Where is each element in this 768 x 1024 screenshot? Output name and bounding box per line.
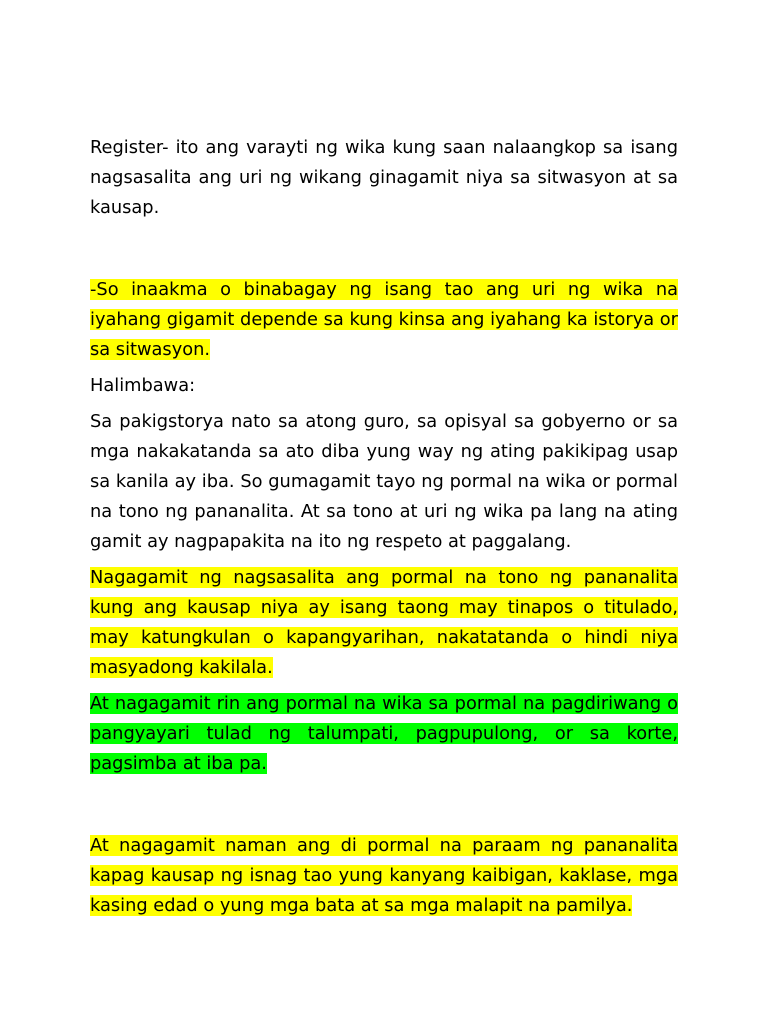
halimbawa-label: Halimbawa: [90, 375, 196, 396]
paragraph-example [90, 407, 678, 557]
paragraph-di-pormal [90, 831, 678, 921]
highlighted-text-yellow: Nagagamit ng nagsasalita ang pormal na tono ng pananalita kung ang kausap niya ay isang taong may tinapos o titulado, may katungkulan o kapangyarihan, nakatatanda o hindi niya masyadong kakilala. [90, 567, 678, 678]
highlighted-text-green: At nagagamit rin ang pormal na wika sa pormal na pagdiriwang o pangyayari tulad ng talumpati, pagpupulong, or sa korte, pagsimba at iba pa. [90, 693, 678, 774]
paragraph-so-inaakma [90, 275, 678, 365]
paragraph-pormal-wika [90, 689, 678, 779]
paragraph-pormal-tono [90, 563, 678, 683]
highlighted-text-yellow: -So inaakma o binabagay ng isang tao ang uri ng wika na iyahang gigamit depende sa kung kinsa ang iyahang ka istorya or sa sitwasyon. [90, 279, 678, 360]
example-text: Sa pakigstorya nato sa atong guro, sa opisyal sa gobyerno or sa mga nakakatanda sa ato diba yung way ng ating pakikipag usap sa kanila ay iba. So gumagamit tayo ng pormal na wika or pormal na tono ng pananalita. At sa tono at uri ng wika pa lang na ating gamit ay nagpapakita na ito ng respeto at paggalang. [90, 411, 678, 552]
paragraph-halimbawa [90, 371, 678, 401]
paragraph-register-definition [90, 133, 678, 223]
document-page [90, 133, 678, 921]
register-definition-text: Register- ito ang varayti ng wika kung saan nalaangkop sa isang nagsasalita ang uri ng wikang ginagamit niya sa sitwasyon at sa kausap. [90, 137, 678, 218]
highlighted-text-yellow: At nagagamit naman ang di pormal na paraam ng pananalita kapag kausap ng isnag tao yung kanyang kaibigan, kaklase, mga kasing edad o yung mga bata at sa mga malapit na pamilya. [90, 835, 678, 916]
